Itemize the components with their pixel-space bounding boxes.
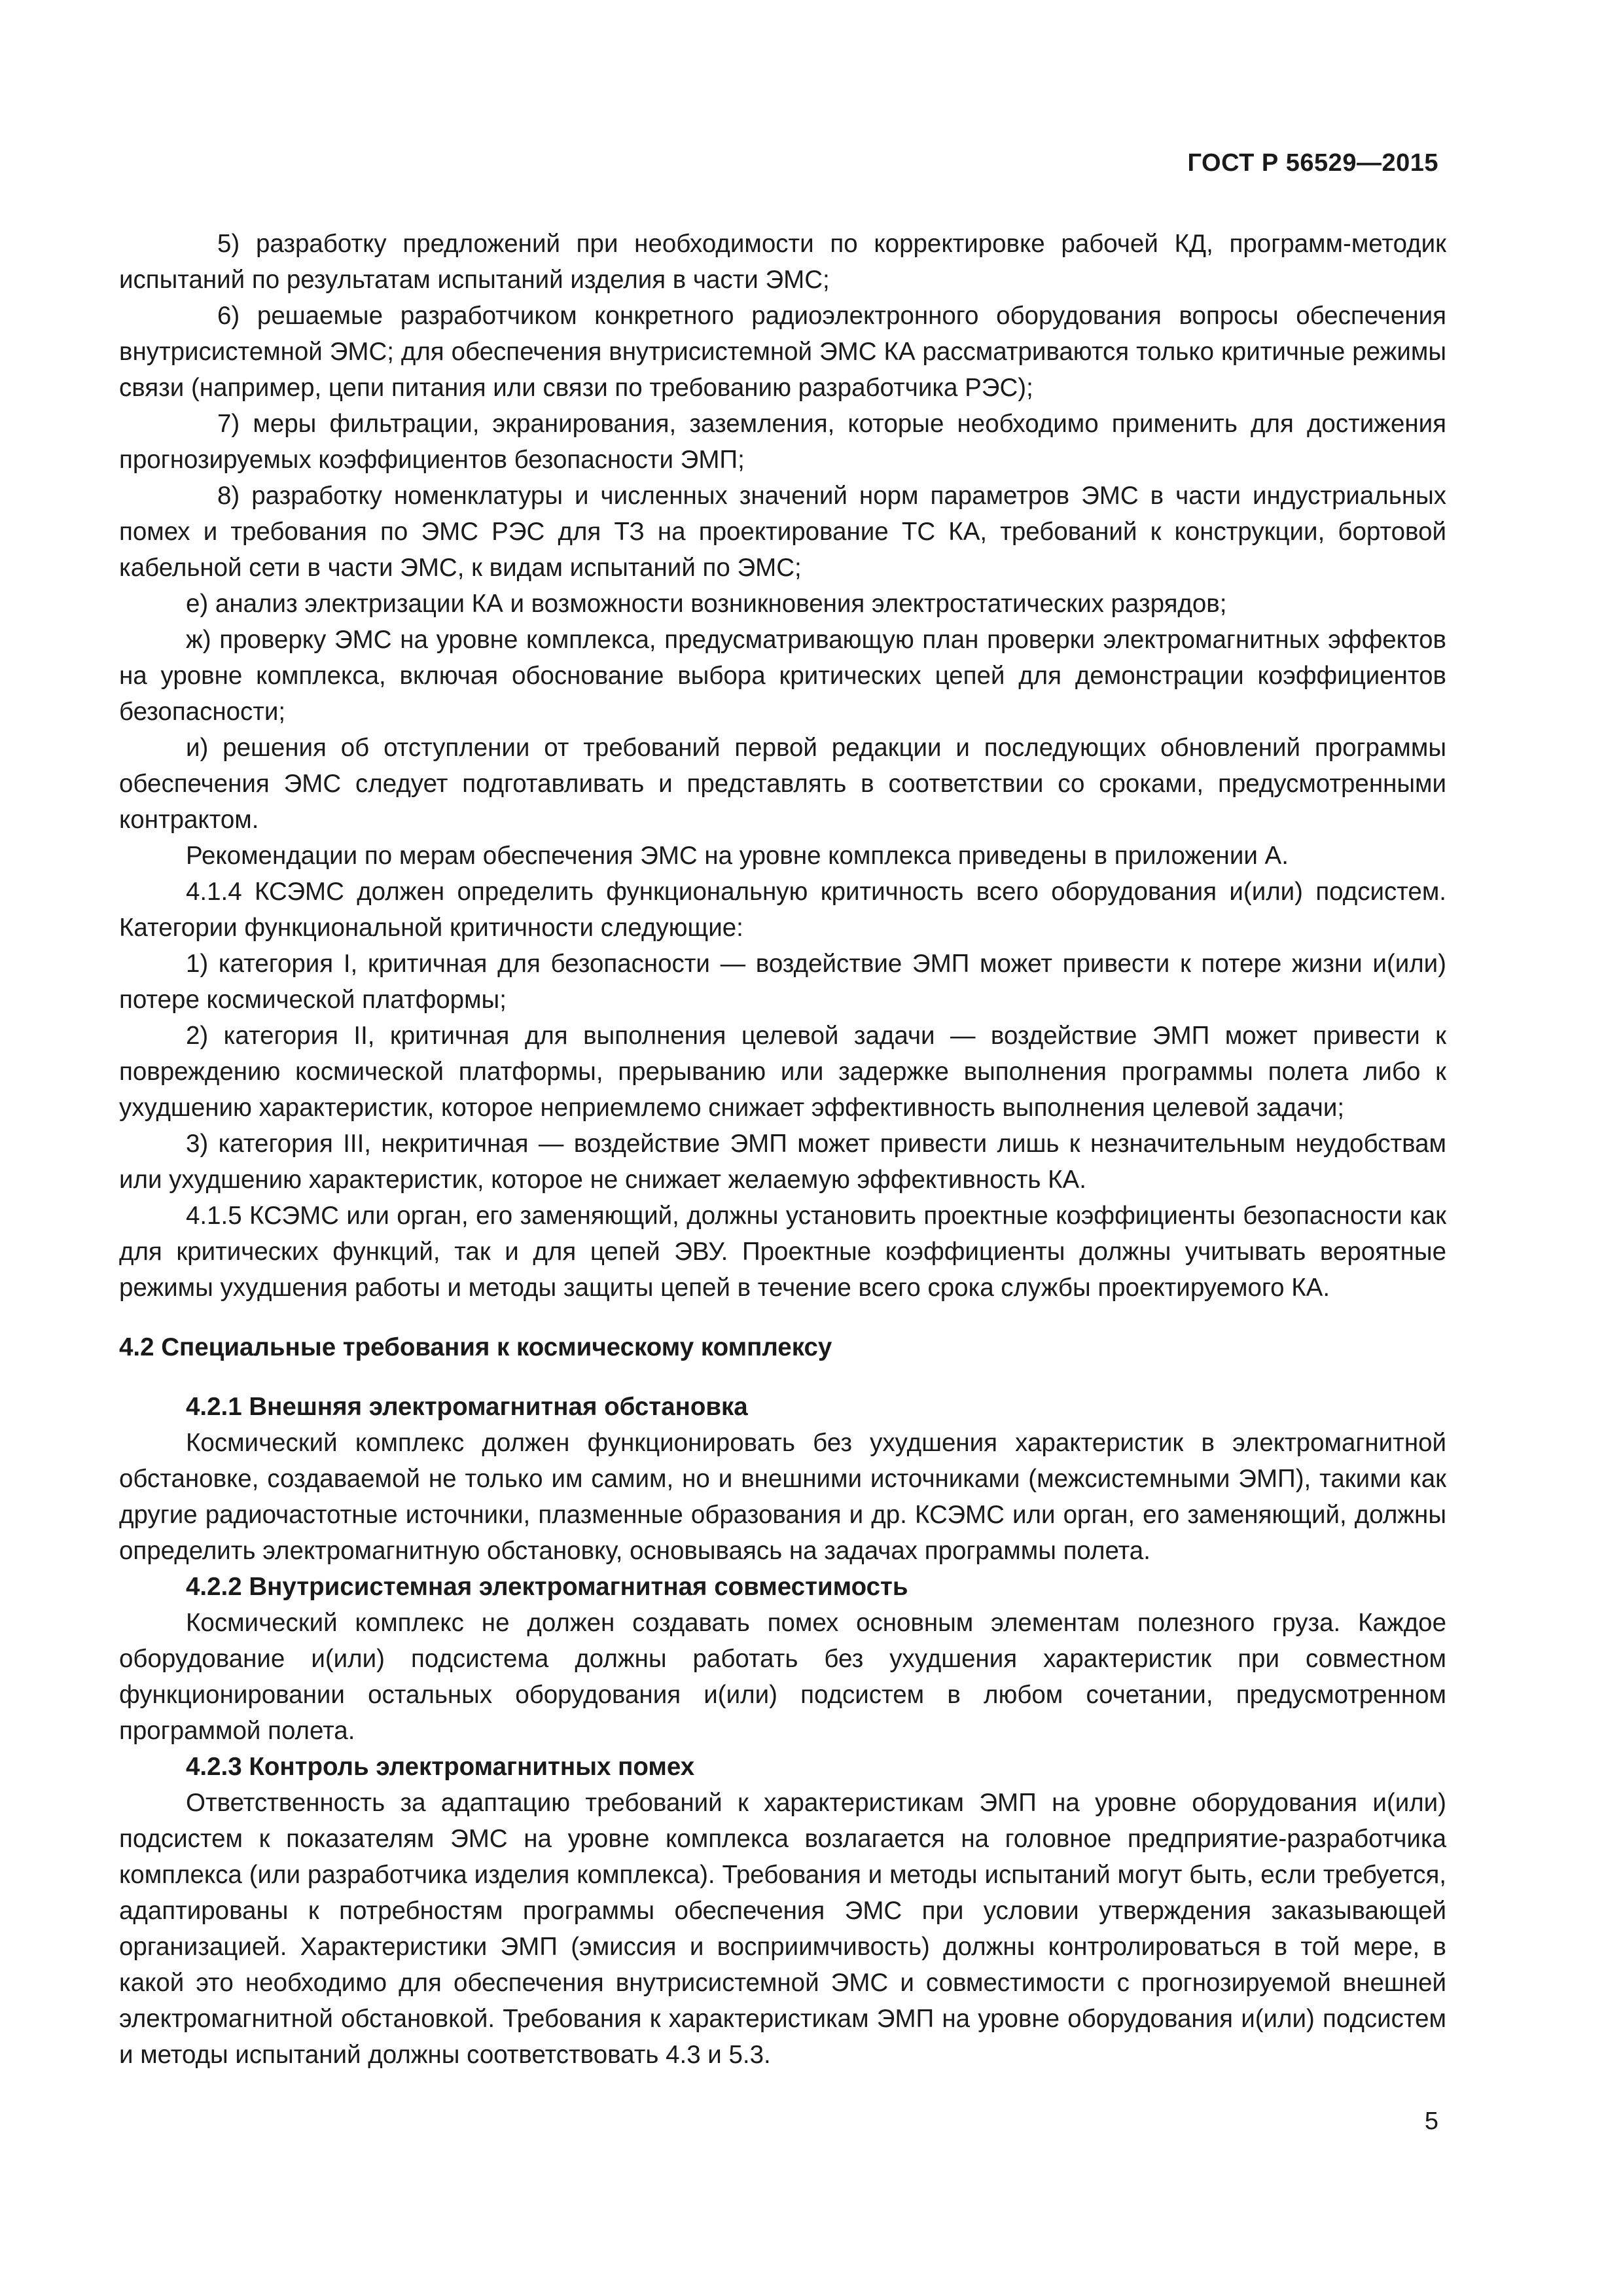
paragraph: 4.1.5 КСЭМС или орган, его заменяющий, должны установить проектные коэффициенты безопасности как для критических функций, так и для цепей ЭВУ. Проектные коэффициенты должны учитывать вероятные режимы ухудшения работы и методы защиты цепей в течение всего срока службы проектируемого КА. [119, 1202, 1446, 1302]
list-item: 1) категория I, критичная для безопасности — воздействие ЭМП может привести к потере жизни и(или) потере космической платформы; [119, 950, 1446, 1014]
subsection-heading: 4.2.2 Внутрисистемная электромагнитная совместимость [186, 1573, 908, 1601]
list-item: 7) меры фильтрации, экранирования, заземления, которые необходимо применить для достижения прогнозируемых коэффициентов безопасности ЭМП; [119, 410, 1446, 474]
paragraph: 4.1.4 КСЭМС должен определить функциональную критичность всего оборудования и(или) подсистем. Категории функциональной критичности следующие: [119, 878, 1446, 942]
list-item: 5) разработку предложений при необходимости по корректировке рабочей КД, программ-методик испытаний по результатам испытаний изделия в части ЭМС; [119, 230, 1446, 294]
section-heading: 4.2 Специальные требования к космическому комплексу [119, 1333, 832, 1361]
page-number: 5 [1424, 2108, 1438, 2135]
list-item: ж) проверку ЭМС на уровне комплекса, предусматривающую план проверки электромагнитных эффектов на уровне комплекса, включая обоснование выбора критических цепей для демонстрации коэффициентов безопасности; [119, 626, 1446, 726]
paragraph: Космический комплекс должен функционировать без ухудшения характеристик в электромагнитной обстановке, создаваемой не только им самим, но и внешними источниками (межсистемными ЭМП), такими как другие радиочастотные источники, плазменные образования и др. КСЭМС или орган, его заменяющий, должны определить электромагнитную обстановку, основываясь на задачах программы полета. [119, 1429, 1446, 1565]
list-item: 6) решаемые разработчиком конкретного радиоэлектронного оборудования вопросы обеспечения внутрисистемной ЭМС; для обеспечения внутрисистемной ЭМС КА рассматриваются только критичные режимы связи (например, цепи питания или связи по требованию разработчика РЭС); [119, 302, 1446, 402]
subsection-heading: 4.2.1 Внешняя электромагнитная обстановка [186, 1393, 748, 1421]
standard-code: ГОСТ Р 56529—2015 [1187, 149, 1438, 177]
paragraph: Рекомендации по мерам обеспечения ЭМС на уровне комплекса приведены в приложении А. [186, 842, 1289, 870]
paragraph: Космический комплекс не должен создавать помех основным элементам полезного груза. Каждое оборудование и(или) подсистема должны работать без ухудшения характеристик при совместном функционировании остальных оборудования и(или) подсистем в любом сочетании, предусмотренном программой полета. [119, 1609, 1446, 1745]
paragraph: Ответственность за адаптацию требований к характеристикам ЭМП на уровне оборудования и(или) подсистем к показателям ЭМС на уровне комплекса возлагается на головное предприятие-разработчика комплекса (или разработчика изделия комплекса). Требования и методы испытаний могут быть, если требуется, адаптированы к потребностям программы обеспечения ЭМС при условии утверждения заказывающей организацией. Характеристики ЭМП (эмиссия и восприимчивость) должны контролироваться в той мере, в какой это необходимо для обеспечения внутрисистемной ЭМС и совместимости с прогнозируемой внешней электромагнитной обстановкой. Требования к характеристикам ЭМП на уровне оборудования и(или) подсистем и методы испытаний должны соответствовать 4.3 и 5.3. [119, 1789, 1446, 2069]
list-item: 2) категория II, критичная для выполнения целевой задачи — воздействие ЭМП может привести к повреждению космической платформы, прерыванию или задержке выполнения программы полета либо к ухудшению характеристик, которое неприемлемо снижает эффективность выполнения целевой задачи; [119, 1022, 1446, 1122]
list-item: е) анализ электризации КА и возможности возникновения электростатических разрядов; [186, 590, 1227, 618]
list-item: и) решения об отступлении от требований первой редакции и последующих обновлений программы обеспечения ЭМС следует подготавливать и представлять в соответствии со сроками, предусмотренными контрактом. [119, 734, 1446, 834]
document-body [119, 226, 1446, 2073]
list-item: 8) разработку номенклатуры и численных значений норм параметров ЭМС в части индустриальных помех и требования по ЭМС РЭС для ТЗ на проектирование ТС КА, требований к конструкции, бортовой кабельной сети в части ЭМС, к видам испытаний по ЭМС; [119, 482, 1446, 582]
list-item: 3) категория III, некритичная — воздействие ЭМП может привести лишь к незначительным неудобствам или ухудшению характеристик, которое не снижает желаемую эффективность КА. [119, 1130, 1446, 1194]
subsection-heading: 4.2.3 Контроль электромагнитных помех [186, 1753, 695, 1781]
